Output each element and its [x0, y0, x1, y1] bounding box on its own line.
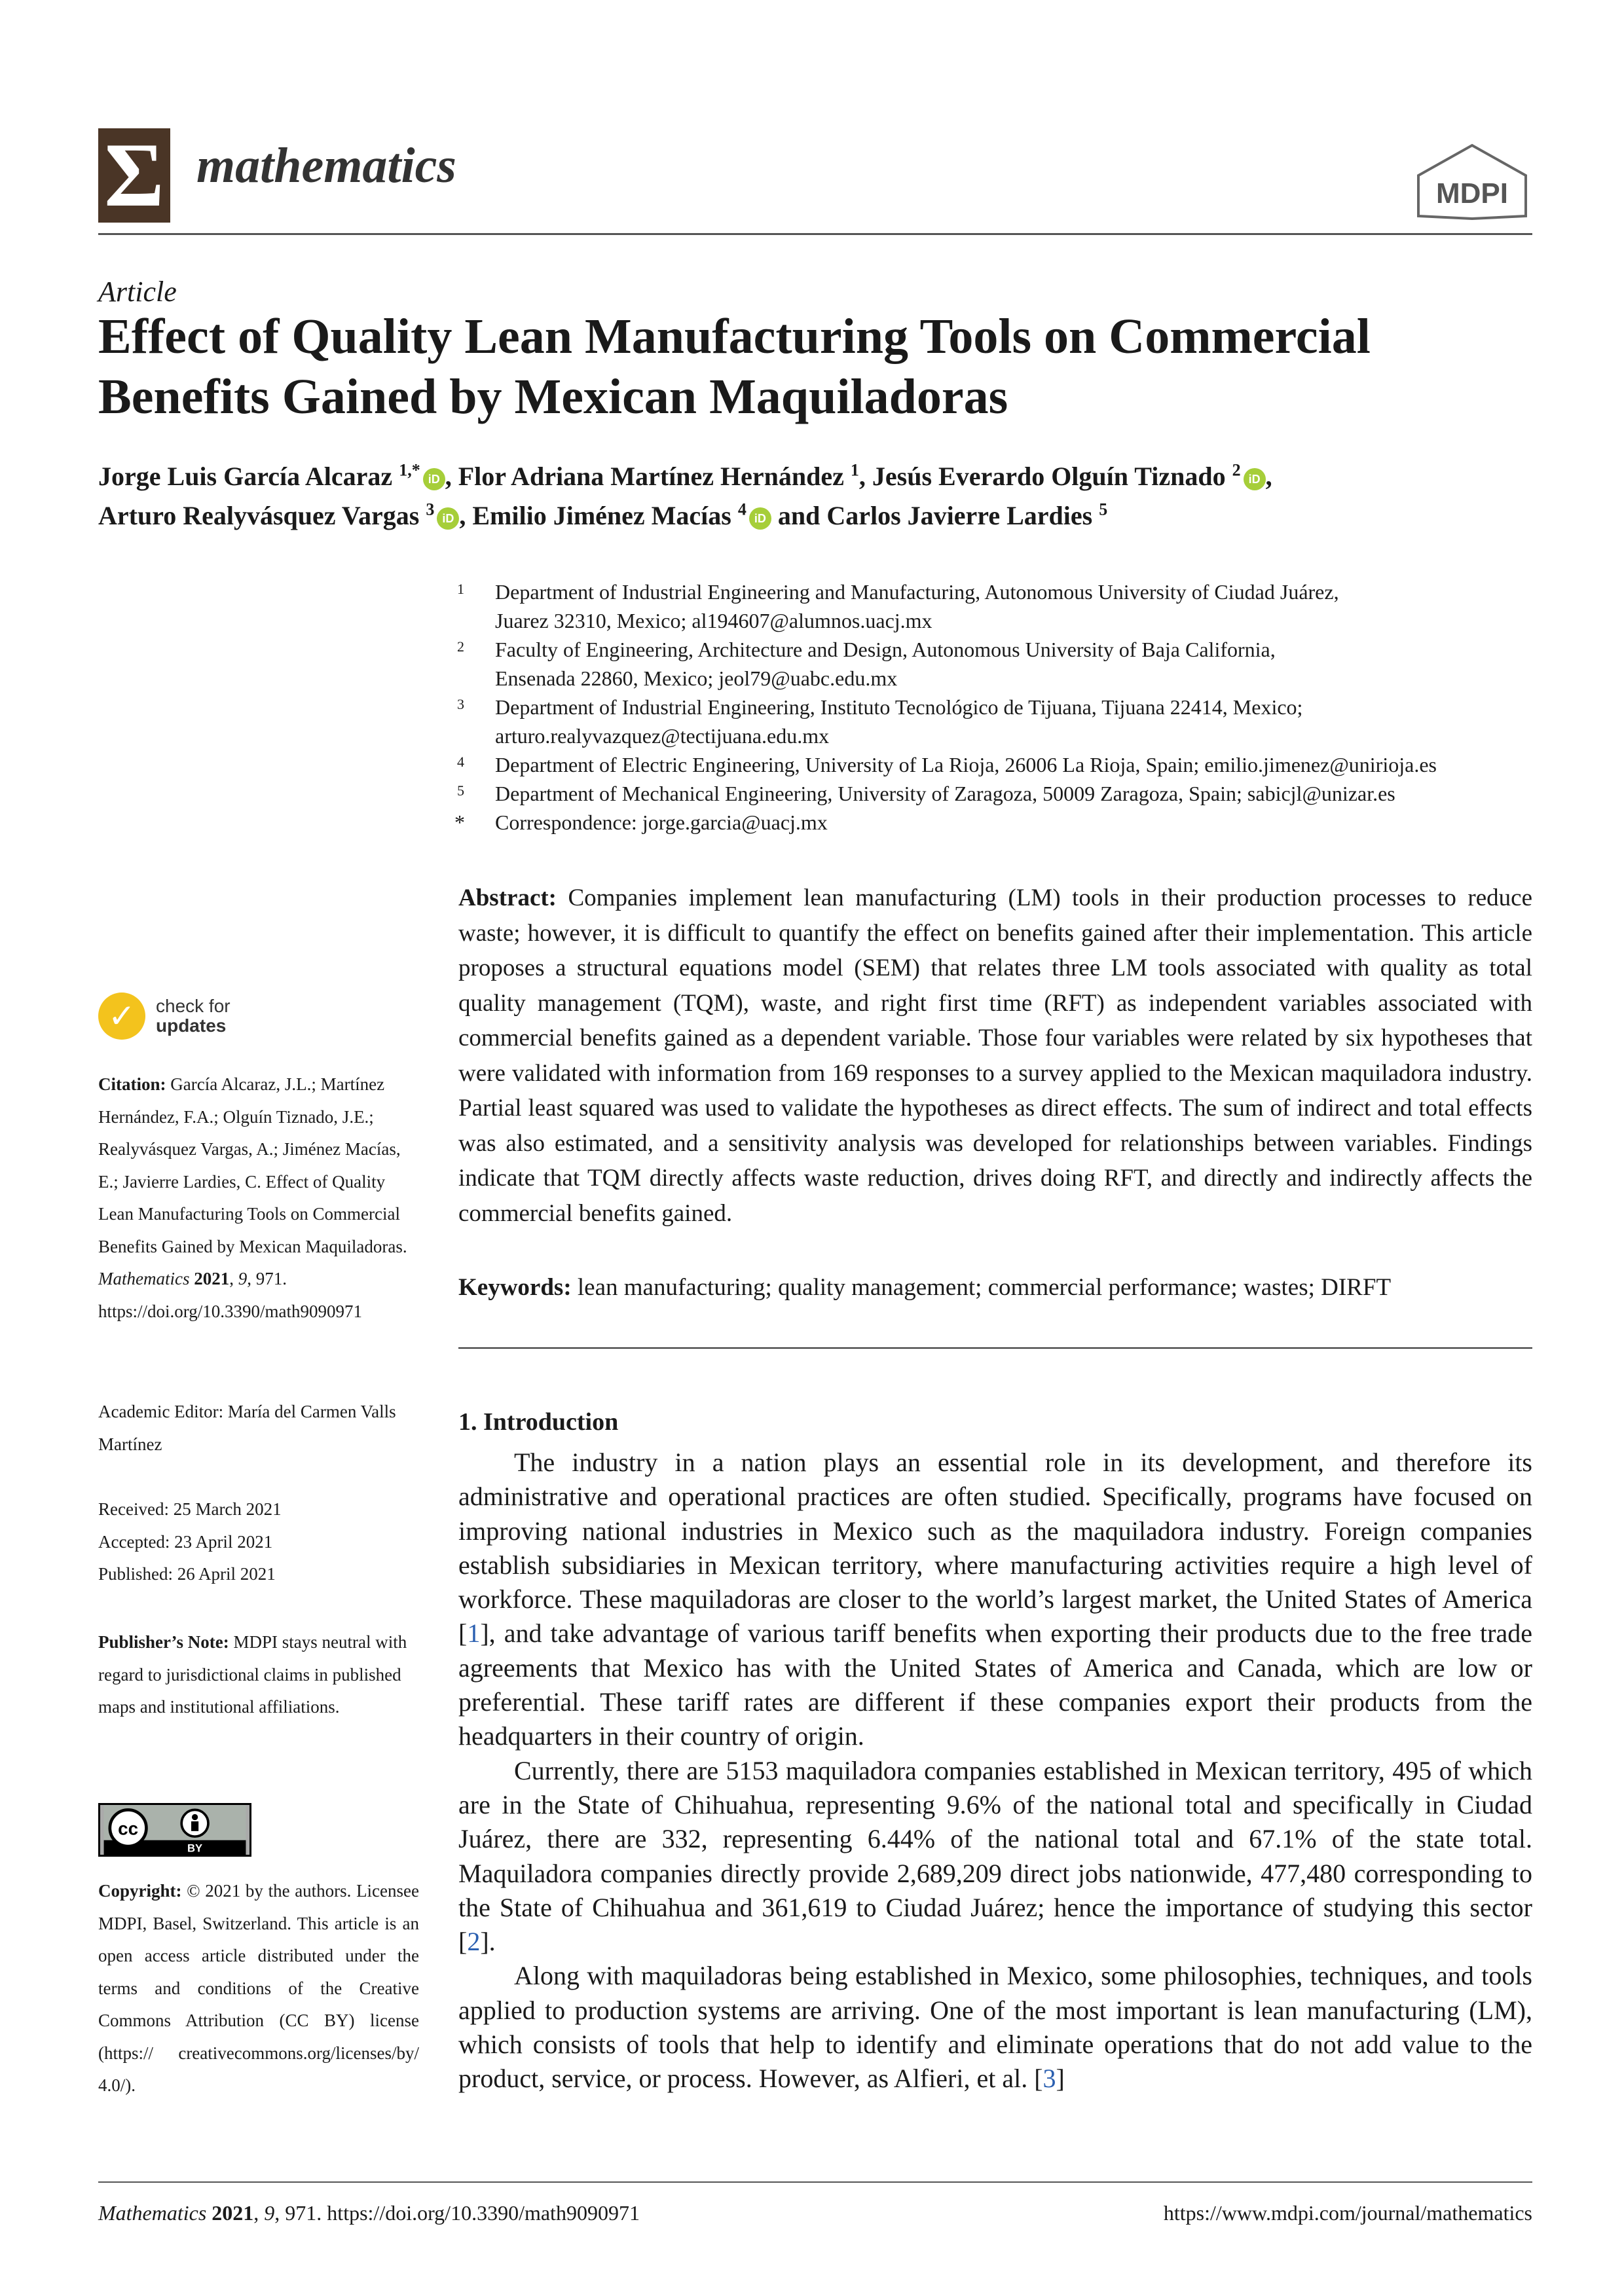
- checkmark-icon: ✓: [98, 993, 145, 1040]
- check-updates-button[interactable]: [98, 993, 231, 1040]
- cc-by-license-badge[interactable]: [98, 1803, 251, 1857]
- keywords-text: lean manufacturing; quality management; commercial performance; wastes; DIRFT: [577, 1274, 1392, 1301]
- keywords: [458, 1270, 1532, 1305]
- reference-link[interactable]: 1: [467, 1618, 481, 1649]
- author-list: Jorge Luis García Alcaraz $^{1,*}$ iD , Flor Adriana Martínez Hernández $^1$, Jesús Everardo Olguín Tiznado $^2$ iD , Arturo Realyvásquez Vargas $^3$ iD , Emilio Jiménez Macías $^4$ iD and Carlos Javierre Lardies $^5$: [98, 460, 1272, 530]
- affiliation-line: Department of Industrial Engineering and Manufacturing, Autonomous University of Ciudad Juárez,: [495, 580, 1339, 604]
- keywords-label: Keywords:: [458, 1274, 572, 1301]
- reference-link[interactable]: 3: [1043, 2064, 1056, 2094]
- publisher-note-label: Publisher’s Note:: [98, 1632, 229, 1652]
- author-name: Carlos Javierre Lardies: [826, 501, 1093, 530]
- paper-title: Effect of Quality Lean Manufacturing Tools on Commercial Benefits Gained by Mexican Maquiladoras: [98, 309, 1371, 424]
- copyright-label: Copyright:: [98, 1881, 182, 1901]
- academic-editor: Academic Editor: María del Carmen Valls Martínez: [98, 1402, 396, 1454]
- citation-year: 2021: [194, 1269, 230, 1288]
- citation-label: Citation:: [98, 1074, 166, 1094]
- citation-journal: Mathematics: [98, 1269, 190, 1288]
- body-paragraph: Along with maquiladoras being established in Mexico, some philosophies, techniques, and tools applied to production systems are arriving. One of the most important is lean manufacturing (LM), which consists of tools that help to identify and eliminate operations that do not add value to the product, service, or process. However, as Alfieri, et al. [3]: [458, 1961, 1532, 2094]
- affiliation-number: 3: [457, 696, 464, 712]
- author-affiliation-mark: 4: [737, 500, 747, 519]
- publisher-note-text: MDPI stays neutral with regard to jurisdictional claims in published maps and institutional affiliations.: [98, 1632, 407, 1717]
- publication-dates: [98, 1493, 419, 1591]
- correspondence: [451, 808, 1538, 837]
- correspondence-text: Correspondence: jorge.garcia@uacj.mx: [495, 811, 828, 834]
- orcid-icon[interactable]: iD: [423, 468, 445, 490]
- orcid-icon[interactable]: iD: [437, 507, 459, 530]
- affiliation-line: Ensenada 22860, Mexico; jeol79@uabc.edu.mx: [495, 666, 898, 690]
- affiliation-number: 1: [457, 581, 464, 597]
- accepted-date: Accepted: 23 April 2021: [98, 1531, 273, 1552]
- citation-doi[interactable]: , 971. https://doi.org/10.3390/math9090971: [98, 1269, 363, 1321]
- author-name: Jorge Luis García Alcaraz: [98, 462, 393, 491]
- section-heading: 1. Introduction: [458, 1408, 619, 1436]
- affiliation-number: 2: [457, 638, 464, 655]
- author-affiliation-mark: 1: [850, 460, 859, 480]
- author-name: Emilio Jiménez Macías: [472, 501, 731, 530]
- orcid-icon[interactable]: iD: [749, 507, 771, 530]
- author-name: Arturo Realyvásquez Vargas: [98, 501, 420, 530]
- author-affiliation-mark: 3: [426, 500, 435, 519]
- cc-text: cc: [118, 1818, 139, 1839]
- by-text: BY: [187, 1842, 203, 1855]
- sigma-icon: Σ: [104, 124, 164, 226]
- mdpi-logo-text: MDPI: [1436, 177, 1508, 210]
- copyright: [98, 1875, 419, 2102]
- footer-journal: Mathematics: [98, 2201, 207, 2225]
- affiliation-item: [451, 635, 1538, 693]
- reference-link[interactable]: 2: [467, 1927, 481, 1957]
- correspondence-mark: *: [454, 811, 465, 834]
- abstract-divider: [458, 1347, 1532, 1349]
- body-text: [458, 1446, 1532, 2096]
- mdpi-logo: [1413, 143, 1531, 221]
- published-date: Published: 26 April 2021: [98, 1564, 276, 1584]
- check-updates-line2: updates: [156, 1015, 227, 1036]
- abstract: [458, 881, 1532, 1231]
- footer-url[interactable]: https://www.mdpi.com/journal/mathematics: [1163, 2201, 1532, 2225]
- orcid-icon[interactable]: iD: [1244, 468, 1266, 490]
- citation-volume: 9: [238, 1269, 248, 1288]
- citation: Citation: García Alcaraz, J.L.; Martínez Hernández, F.A.; Olguín Tiznado, J.E.; Realyvásquez Vargas, A.; Jiménez Macías, E.; Javierre Lardies, C. Effect of Quality Lean Manufacturing Tools on Commercial Benefits Gained by Mexican Maquiladoras. Mathematics 2021, 9, 971. https://doi.org/10.3390/math9090971: [98, 1074, 407, 1321]
- affiliation-number: 4: [457, 754, 464, 770]
- affiliation-line: arturo.realyvazquez@tectijuana.edu.mx: [495, 724, 830, 748]
- footer-citation: Mathematics 2021, 9, 971. https://doi.org/10.3390/math9090971: [98, 2201, 640, 2225]
- publisher-note: [98, 1626, 419, 1724]
- received-date: Received: 25 March 2021: [98, 1499, 282, 1519]
- check-updates-line1: check for: [156, 996, 231, 1016]
- abstract-label: Abstract:: [458, 884, 557, 911]
- affiliations: [451, 577, 1538, 837]
- journal-name: mathematics: [196, 138, 456, 193]
- affiliation-item: [451, 750, 1538, 779]
- citation-text: García Alcaraz, J.L.; Martínez Hernández, F.A.; Olguín Tiznado, J.E.; Realyvásquez Vargas, A.; Jiménez Macías, E.; Javierre Lardies, C. Effect of Quality Lean Manufacturing Tools on Commercial Benefits Gained by Mexican Maquiladoras.: [98, 1074, 407, 1256]
- author-affiliation-mark: 2: [1232, 460, 1241, 480]
- affiliation-line: Department of Industrial Engineering, Instituto Tecnológico de Tijuana, Tijuana 22414, Mexico;: [495, 695, 1303, 719]
- affiliation-number: 5: [457, 782, 464, 799]
- footer-year: 2021: [212, 2201, 254, 2225]
- body-paragraph: The industry in a nation plays an essential role in its development, and therefore its administrative and operational practices are often studied. Specifically, programs have focused on improving national industries in Mexico such as the maquiladora industry. Foreign companies establish subsidiaries in Mexican territory, where manufacturing activities require a high level of workforce. These maquiladoras are closer to the world’s largest market, the United States of America [1], and take advantage of various tariff benefits when exporting their products due to the free trade agreements that Mexico has with the United States of America and Canada, which are low or preferential. These tariff rates are different if these companies export their products from the headquarters in their country of origin.: [458, 1448, 1532, 1751]
- affiliation-line: Department of Mechanical Engineering, University of Zaragoza, 50009 Zaragoza, Spain; sabicjl@unizar.es: [495, 782, 1395, 805]
- affiliation-line: Juarez 32310, Mexico; al194607@alumnos.uacj.mx: [495, 609, 932, 632]
- author-affiliation-mark: 1,*: [399, 460, 420, 480]
- body-paragraph: Currently, there are 5153 maquiladora companies established in Mexican territory, 495 of which are in the State of Chihuahua, representing 9.6% of the national total and specifically in Ciudad Juárez, there are 332, representing 6.44% of the national total and 67.1% of the state total. Maquiladora companies directly provide 2,689,209 direct jobs nationwide, 477,480 corresponding to the State of Chihuahua and 361,619 to Ciudad Juárez; hence the importance of studying this sector [2].: [458, 1755, 1532, 1957]
- copyright-text: © 2021 by the authors. Licensee MDPI, Basel, Switzerland. This article is an open access article distributed under the terms and conditions of the Creative Commons Attribution (CC BY) license (https:// creativecommons.org/licenses/by/ 4.0/).: [98, 1881, 420, 2095]
- abstract-text: Companies implement lean manufacturing (LM) tools in their production processes to reduce waste; however, it is difficult to quantify the effect on benefits gained after their implementation. This article proposes a structural equations model (SEM) that relates three LM tools associated with quality as total quality management (TQM), waste, and right first time (RFT) as independent variables associated with commercial benefits gained as a dependent variable. Those four variables were related by six hypotheses that were validated with information from 169 responses to a survey applied to the Mexican maquiladora industry. Partial least squared was used to validate the hypotheses as direct effects. The sum of indirect and total effects was also estimated, and a sensitivity analysis was developed for relationships between variables. Findings indicate that TQM directly affects waste reduction, drives doing RFT, and directly and indirectly affects the commercial benefits gained.: [458, 884, 1532, 1227]
- footer-volume: 9: [264, 2201, 275, 2225]
- header-divider: [98, 233, 1532, 235]
- affiliation-line: Faculty of Engineering, Architecture and Design, Autonomous University of Baja California,: [495, 638, 1276, 661]
- article-type: Article: [98, 276, 177, 308]
- author-affiliation-mark: 5: [1099, 500, 1108, 519]
- footer-divider: [98, 2181, 1532, 2183]
- author-name: Jesús Everardo Olguín Tiznado: [872, 462, 1226, 491]
- affiliation-item: [451, 577, 1538, 635]
- journal-logo: [98, 124, 170, 226]
- author-name: Flor Adriana Martínez Hernández: [458, 462, 844, 491]
- affiliation-line: Department of Electric Engineering, University of La Rioja, 26006 La Rioja, Spain; emilio.jimenez@unirioja.es: [495, 753, 1437, 776]
- affiliation-item: [451, 779, 1538, 808]
- affiliation-item: [451, 693, 1538, 750]
- footer-doi[interactable]: , 971. https://doi.org/10.3390/math9090971: [274, 2201, 640, 2225]
